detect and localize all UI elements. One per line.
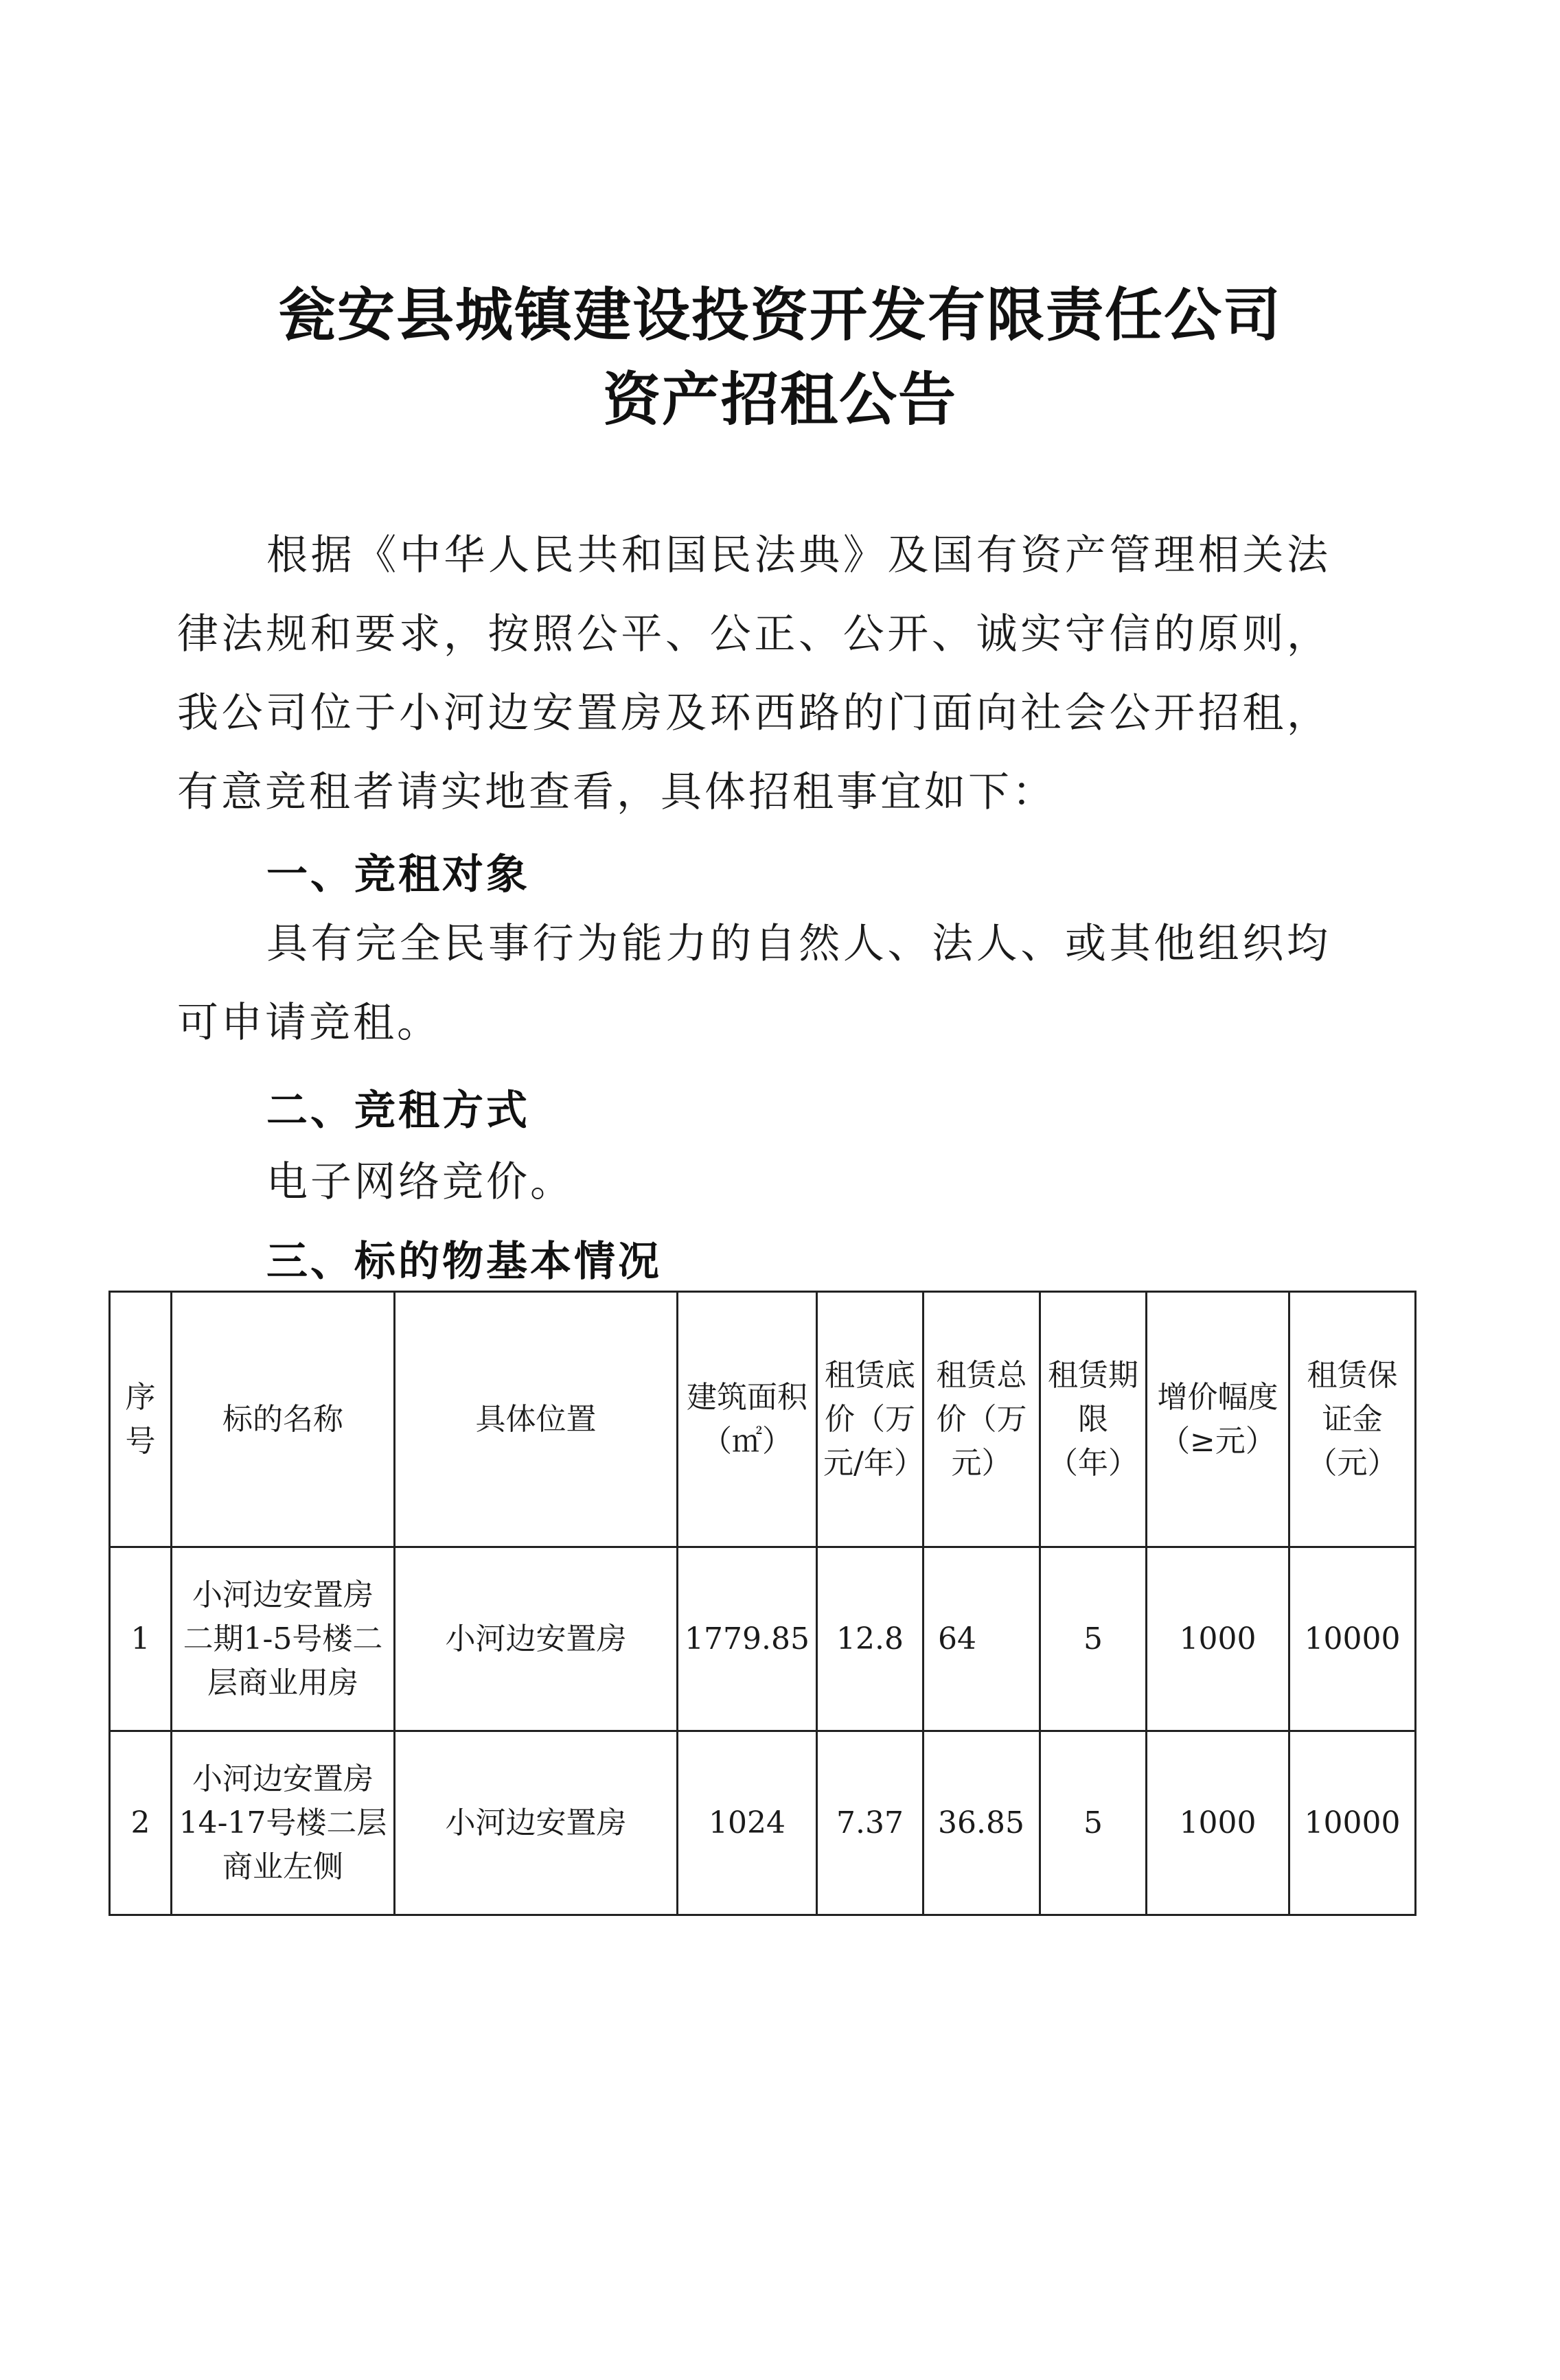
header-cell-base-price: 租赁底价（万元/年）: [817, 1292, 924, 1547]
table-cell: 5: [1040, 1547, 1147, 1731]
header-cell-deposit: 租赁保证金（元）: [1289, 1292, 1416, 1547]
table-cell: 小河边安置房14-17号楼二层商业左侧: [172, 1731, 395, 1915]
header-cell-index: 序号: [110, 1292, 172, 1547]
section3-heading: 三、标的物基本情况: [266, 1238, 662, 1286]
table-row: [110, 1731, 1416, 1915]
table-cell: 7.37: [817, 1731, 924, 1915]
asset-table: [108, 1291, 1416, 1916]
table-cell: 10000: [1289, 1547, 1416, 1731]
table-header-row: [110, 1292, 1416, 1547]
table-cell: 1024: [678, 1731, 817, 1915]
table-cell: 10000: [1289, 1731, 1416, 1915]
header-cell-total-price: 租赁总价（万元）: [924, 1292, 1040, 1547]
section1-text: 具有完全民事行为能力的自然人、法人、或其他组织均可申请竞租。: [177, 920, 1331, 1047]
section1-heading: 一、竞租对象: [266, 851, 530, 899]
document-title-line2: 资产招租公告: [602, 366, 957, 433]
table-cell: 小河边安置房: [395, 1547, 678, 1731]
header-cell-increment: 增价幅度（≥元）: [1147, 1292, 1289, 1547]
table-cell: 1779.85: [678, 1547, 817, 1731]
table-cell: 小河边安置房二期1-5号楼二层商业用房: [172, 1547, 395, 1731]
header-cell-term: 租赁期限（年）: [1040, 1292, 1147, 1547]
table-cell: 5: [1040, 1731, 1147, 1915]
header-cell-location: 具体位置: [395, 1292, 678, 1547]
table-cell: 小河边安置房: [395, 1731, 678, 1915]
section2-heading: 二、竞租方式: [266, 1087, 530, 1135]
table-cell: 36.85: [924, 1731, 1040, 1915]
section2-text: 电子网络竞价。: [266, 1158, 574, 1206]
table-cell: 1000: [1147, 1547, 1289, 1731]
header-cell-area: 建筑面积（㎡）: [678, 1292, 817, 1547]
table-cell: 1000: [1147, 1731, 1289, 1915]
table-cell: 64: [924, 1547, 1040, 1731]
table-cell: 1: [110, 1547, 172, 1731]
intro-paragraph: 根据《中华人民共和国民法典》及国有资产管理相关法律法规和要求，按照公平、公正、公开、诚实守信的原则，我公司位于小河边安置房及环西路的门面向社会公开招租，有意竞租者请实地查看，具体招租事宜如下：: [177, 531, 1331, 816]
table-cell: 2: [110, 1731, 172, 1915]
table-row: [110, 1547, 1416, 1731]
table-cell: 12.8: [817, 1547, 924, 1731]
header-cell-name: 标的名称: [172, 1292, 395, 1547]
document-title-line1: 瓮安县城镇建设投资开发有限责任公司: [277, 281, 1282, 349]
